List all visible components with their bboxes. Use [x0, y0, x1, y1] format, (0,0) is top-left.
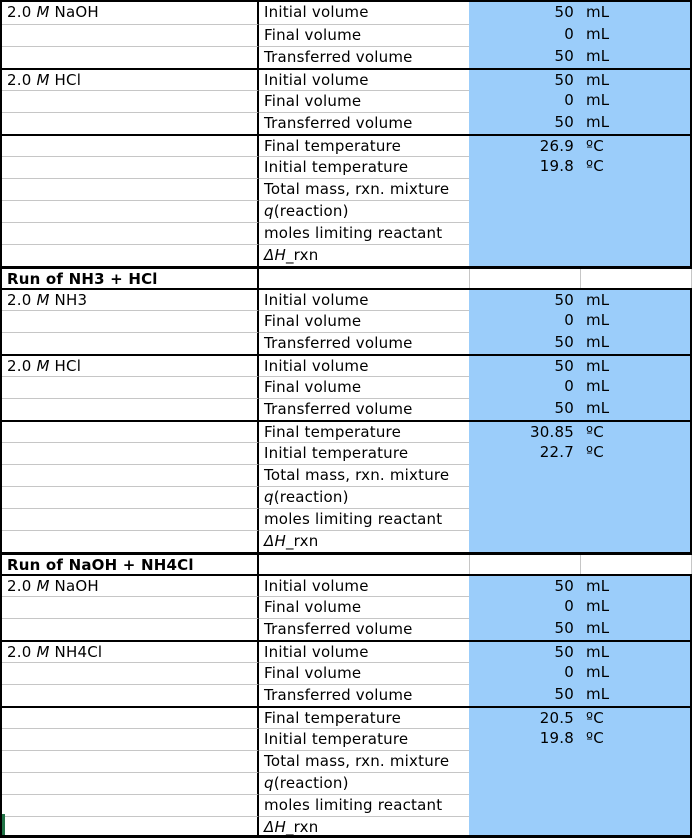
- unit-cell[interactable]: mL: [580, 662, 692, 684]
- value-cell[interactable]: [469, 178, 580, 200]
- unit-cell[interactable]: ºC: [580, 442, 692, 464]
- value-cell[interactable]: 50: [469, 332, 580, 354]
- value-cell[interactable]: [469, 750, 580, 772]
- table-row: [2, 354, 692, 376]
- property-label-italic: ΔH: [264, 532, 286, 550]
- reagent-cell[interactable]: [2, 662, 259, 684]
- property-label-cell[interactable]: [259, 24, 469, 46]
- value-cell[interactable]: [469, 269, 580, 288]
- property-label-cell[interactable]: [259, 178, 469, 200]
- property-label: Initial volume: [264, 71, 369, 89]
- reagent-cell[interactable]: [2, 576, 259, 596]
- table-row: [2, 244, 692, 266]
- property-label: Initial volume: [264, 3, 369, 21]
- property-label-cell[interactable]: [259, 530, 469, 552]
- table-row: [2, 772, 692, 794]
- reagent-cell[interactable]: [2, 794, 259, 816]
- unit-cell[interactable]: mL: [580, 376, 692, 398]
- unit-cell[interactable]: [580, 222, 692, 244]
- unit-cell[interactable]: mL: [580, 290, 692, 310]
- property-label-cell[interactable]: [259, 46, 469, 68]
- property-label-cell[interactable]: [259, 662, 469, 684]
- table-row: [2, 398, 692, 420]
- unit-cell[interactable]: mL: [580, 2, 692, 24]
- value-cell[interactable]: [469, 555, 580, 574]
- property-label-cell[interactable]: [259, 816, 469, 838]
- reagent-name-prefix: 2.0: [7, 643, 37, 661]
- table-row: [2, 706, 692, 728]
- property-label-cell[interactable]: [259, 486, 469, 508]
- value-cell[interactable]: 50: [469, 684, 580, 706]
- value-cell[interactable]: 50: [469, 290, 580, 310]
- table-row: [2, 2, 692, 24]
- unit-cell[interactable]: [580, 816, 692, 838]
- value-cell[interactable]: 0: [469, 24, 580, 46]
- value-cell[interactable]: 50: [469, 356, 580, 376]
- reagent-cell[interactable]: [2, 332, 259, 354]
- reagent-cell[interactable]: [2, 398, 259, 420]
- unit-cell[interactable]: mL: [580, 332, 692, 354]
- value-cell[interactable]: [469, 464, 580, 486]
- reagent-cell[interactable]: [2, 244, 259, 266]
- reagent-molarity-symbol: M: [36, 643, 50, 661]
- reagent-cell[interactable]: [2, 618, 259, 640]
- reagent-cell[interactable]: [2, 596, 259, 618]
- property-label: Final volume: [264, 664, 362, 682]
- value-cell[interactable]: [469, 530, 580, 552]
- reagent-cell[interactable]: [2, 464, 259, 486]
- property-label-cell[interactable]: [259, 2, 469, 24]
- property-label: Final temperature: [264, 709, 402, 727]
- property-label: Initial temperature: [264, 158, 409, 176]
- property-label: _rxn: [285, 246, 319, 264]
- table-row: [2, 46, 692, 68]
- value-cell[interactable]: [469, 508, 580, 530]
- section-header-row: [2, 552, 692, 574]
- table-row: [2, 332, 692, 354]
- unit-cell[interactable]: mL: [580, 46, 692, 68]
- value-cell[interactable]: [469, 772, 580, 794]
- property-label-cell[interactable]: [259, 376, 469, 398]
- table-row: [2, 68, 692, 90]
- reagent-cell[interactable]: [2, 486, 259, 508]
- unit-cell[interactable]: [580, 269, 692, 288]
- reagent-cell[interactable]: [2, 508, 259, 530]
- unit-cell[interactable]: mL: [580, 618, 692, 640]
- property-label-cell[interactable]: [259, 576, 469, 596]
- property-label: Total mass, rxn. mixture: [264, 752, 450, 770]
- property-label-cell[interactable]: [259, 508, 469, 530]
- reagent-name-suffix: HCl: [49, 357, 82, 375]
- property-label: Final temperature: [264, 423, 402, 441]
- reagent-name-suffix: HCl: [49, 71, 82, 89]
- value-cell[interactable]: 50: [469, 618, 580, 640]
- table-row: [2, 442, 692, 464]
- value-cell[interactable]: 50: [469, 46, 580, 68]
- value-cell[interactable]: 50: [469, 2, 580, 24]
- property-label-cell[interactable]: [259, 356, 469, 376]
- table-row: [2, 178, 692, 200]
- table-row: [2, 112, 692, 134]
- reagent-cell[interactable]: [2, 178, 259, 200]
- property-label-cell[interactable]: [259, 269, 469, 288]
- reagent-name-suffix: NaOH: [49, 577, 99, 595]
- reagent-name-prefix: 2.0: [7, 3, 37, 21]
- unit-cell[interactable]: [580, 486, 692, 508]
- value-cell[interactable]: 0: [469, 376, 580, 398]
- property-label-cell[interactable]: [259, 90, 469, 112]
- unit-cell[interactable]: mL: [580, 112, 692, 134]
- table-row: [2, 640, 692, 662]
- property-label: Initial volume: [264, 291, 369, 309]
- property-label-italic: ΔH: [264, 246, 286, 264]
- value-cell[interactable]: [469, 244, 580, 266]
- property-label: _rxn: [285, 818, 319, 836]
- property-label-cell[interactable]: [259, 728, 469, 750]
- reagent-name-suffix: NH3: [49, 291, 88, 309]
- unit-cell[interactable]: [580, 200, 692, 222]
- property-label-cell[interactable]: [259, 794, 469, 816]
- table-row: [2, 486, 692, 508]
- property-label: (reaction): [273, 774, 349, 792]
- unit-cell[interactable]: [580, 178, 692, 200]
- reagent-cell[interactable]: [2, 156, 259, 178]
- value-cell[interactable]: [469, 222, 580, 244]
- unit-cell[interactable]: mL: [580, 642, 692, 662]
- property-label-cell[interactable]: [259, 642, 469, 662]
- reagent-name-suffix: NaOH: [49, 3, 99, 21]
- table-row: [2, 618, 692, 640]
- reagent-molarity-symbol: M: [36, 3, 50, 21]
- reagent-cell[interactable]: [2, 290, 259, 310]
- property-label-cell[interactable]: [259, 596, 469, 618]
- property-label-cell[interactable]: [259, 772, 469, 794]
- property-label: _rxn: [285, 532, 319, 550]
- value-cell[interactable]: 30.85: [469, 422, 580, 442]
- reagent-cell[interactable]: [2, 684, 259, 706]
- property-label-cell[interactable]: [259, 618, 469, 640]
- reagent-cell[interactable]: [2, 2, 259, 24]
- reagent-cell[interactable]: [2, 376, 259, 398]
- property-label: (reaction): [273, 202, 349, 220]
- property-label: Final volume: [264, 92, 362, 110]
- unit-cell[interactable]: [580, 772, 692, 794]
- reagent-cell[interactable]: [2, 222, 259, 244]
- property-label-cell[interactable]: [259, 708, 469, 728]
- table-row: [2, 794, 692, 816]
- unit-cell[interactable]: mL: [580, 90, 692, 112]
- section-header-label: Run of NaOH + NH4Cl: [7, 556, 194, 574]
- property-label: Final volume: [264, 598, 362, 616]
- value-cell[interactable]: 0: [469, 310, 580, 332]
- reagent-cell[interactable]: [2, 816, 259, 838]
- property-label: Transferred volume: [264, 114, 413, 132]
- value-cell[interactable]: 50: [469, 70, 580, 90]
- unit-cell[interactable]: [580, 464, 692, 486]
- property-label-cell[interactable]: [259, 332, 469, 354]
- reagent-name-prefix: 2.0: [7, 357, 37, 375]
- reagent-cell[interactable]: [2, 728, 259, 750]
- property-label: moles limiting reactant: [264, 510, 443, 528]
- unit-cell[interactable]: [580, 750, 692, 772]
- property-label-cell[interactable]: [259, 290, 469, 310]
- property-label-cell[interactable]: [259, 750, 469, 772]
- property-label-cell[interactable]: [259, 112, 469, 134]
- section-header-cell[interactable]: [2, 269, 259, 288]
- selection-marker: [2, 814, 5, 835]
- reagent-name-prefix: 2.0: [7, 577, 37, 595]
- reagent-molarity-symbol: M: [36, 577, 50, 595]
- property-label-italic: ΔH: [264, 818, 286, 836]
- table-row: [2, 200, 692, 222]
- value-cell[interactable]: [469, 816, 580, 838]
- value-cell[interactable]: 50: [469, 642, 580, 662]
- reagent-molarity-symbol: M: [36, 291, 50, 309]
- table-row: [2, 596, 692, 618]
- property-label-cell[interactable]: [259, 244, 469, 266]
- table-row: [2, 156, 692, 178]
- unit-cell[interactable]: mL: [580, 684, 692, 706]
- value-cell[interactable]: 20.5: [469, 708, 580, 728]
- property-label-cell[interactable]: [259, 222, 469, 244]
- unit-cell[interactable]: [580, 555, 692, 574]
- property-label: Transferred volume: [264, 686, 413, 704]
- reagent-cell[interactable]: [2, 90, 259, 112]
- property-label: (reaction): [273, 488, 349, 506]
- property-label: moles limiting reactant: [264, 224, 443, 242]
- property-label-cell[interactable]: [259, 422, 469, 442]
- reagent-cell[interactable]: [2, 772, 259, 794]
- reagent-cell[interactable]: [2, 310, 259, 332]
- reagent-cell[interactable]: [2, 24, 259, 46]
- section-header-row: [2, 266, 692, 288]
- value-cell[interactable]: 50: [469, 398, 580, 420]
- reagent-cell[interactable]: [2, 422, 259, 442]
- reagent-cell[interactable]: [2, 136, 259, 156]
- table-row: [2, 420, 692, 442]
- property-label: Transferred volume: [264, 48, 413, 66]
- property-label: Transferred volume: [264, 620, 413, 638]
- reagent-name-prefix: 2.0: [7, 291, 37, 309]
- value-cell[interactable]: [469, 794, 580, 816]
- value-cell[interactable]: 50: [469, 112, 580, 134]
- table-row: [2, 684, 692, 706]
- reagent-name-prefix: 2.0: [7, 71, 37, 89]
- value-cell[interactable]: 0: [469, 90, 580, 112]
- property-label-italic: q: [264, 488, 274, 506]
- property-label-cell[interactable]: [259, 156, 469, 178]
- value-cell[interactable]: [469, 486, 580, 508]
- property-label-cell[interactable]: [259, 310, 469, 332]
- value-cell[interactable]: 0: [469, 596, 580, 618]
- property-label-cell[interactable]: [259, 136, 469, 156]
- value-cell[interactable]: 26.9: [469, 136, 580, 156]
- table-row: [2, 530, 692, 552]
- reagent-cell[interactable]: [2, 112, 259, 134]
- reagent-cell[interactable]: [2, 46, 259, 68]
- reagent-cell[interactable]: [2, 70, 259, 90]
- reagent-cell[interactable]: [2, 642, 259, 662]
- property-label-cell[interactable]: [259, 200, 469, 222]
- section-header-cell[interactable]: [2, 555, 259, 574]
- property-label-cell[interactable]: [259, 398, 469, 420]
- value-cell[interactable]: 50: [469, 576, 580, 596]
- property-label: Final temperature: [264, 137, 402, 155]
- value-cell[interactable]: 19.8: [469, 156, 580, 178]
- property-label: Final volume: [264, 312, 362, 330]
- property-label: Transferred volume: [264, 334, 413, 352]
- unit-cell[interactable]: mL: [580, 70, 692, 90]
- property-label-cell[interactable]: [259, 555, 469, 574]
- reagent-cell[interactable]: [2, 200, 259, 222]
- table-row: [2, 750, 692, 772]
- table-row: [2, 376, 692, 398]
- reagent-cell[interactable]: [2, 530, 259, 552]
- property-label-cell[interactable]: [259, 442, 469, 464]
- table-row: [2, 90, 692, 112]
- property-label-italic: q: [264, 202, 274, 220]
- reagent-name-suffix: NH4Cl: [49, 643, 103, 661]
- table-row: [2, 662, 692, 684]
- table-row: [2, 310, 692, 332]
- value-cell[interactable]: [469, 200, 580, 222]
- table-row: [2, 464, 692, 486]
- table-row: [2, 222, 692, 244]
- unit-cell[interactable]: mL: [580, 24, 692, 46]
- reagent-cell[interactable]: [2, 442, 259, 464]
- value-cell[interactable]: 22.7: [469, 442, 580, 464]
- unit-cell[interactable]: ºC: [580, 728, 692, 750]
- unit-cell[interactable]: mL: [580, 398, 692, 420]
- table-row: [2, 728, 692, 750]
- table-row: [2, 24, 692, 46]
- unit-cell[interactable]: ºC: [580, 422, 692, 442]
- property-label: Final volume: [264, 26, 362, 44]
- unit-cell[interactable]: mL: [580, 356, 692, 376]
- property-label-cell[interactable]: [259, 464, 469, 486]
- property-label: Initial volume: [264, 643, 369, 661]
- property-label-cell[interactable]: [259, 684, 469, 706]
- table-row: [2, 816, 692, 838]
- unit-cell[interactable]: mL: [580, 576, 692, 596]
- property-label: Initial temperature: [264, 730, 409, 748]
- property-label-italic: q: [264, 774, 274, 792]
- property-label: Final volume: [264, 378, 362, 396]
- unit-cell[interactable]: ºC: [580, 156, 692, 178]
- reagent-cell[interactable]: [2, 750, 259, 772]
- table-row: [2, 574, 692, 596]
- table-row: [2, 134, 692, 156]
- reagent-cell[interactable]: [2, 708, 259, 728]
- property-label: Total mass, rxn. mixture: [264, 180, 450, 198]
- section-header-label: Run of NH3 + HCl: [7, 270, 158, 288]
- unit-cell[interactable]: [580, 794, 692, 816]
- table-row: [2, 508, 692, 530]
- property-label: Transferred volume: [264, 400, 413, 418]
- property-label: Initial temperature: [264, 444, 409, 462]
- value-cell[interactable]: 19.8: [469, 728, 580, 750]
- property-label: Initial volume: [264, 357, 369, 375]
- reagent-molarity-symbol: M: [36, 357, 50, 375]
- unit-cell[interactable]: [580, 530, 692, 552]
- unit-cell[interactable]: mL: [580, 596, 692, 618]
- reagent-cell[interactable]: [2, 356, 259, 376]
- unit-cell[interactable]: [580, 244, 692, 266]
- unit-cell[interactable]: [580, 508, 692, 530]
- table-row: [2, 288, 692, 310]
- property-label-cell[interactable]: [259, 70, 469, 90]
- property-label: Total mass, rxn. mixture: [264, 466, 450, 484]
- unit-cell[interactable]: ºC: [580, 708, 692, 728]
- unit-cell[interactable]: ºC: [580, 136, 692, 156]
- unit-cell[interactable]: mL: [580, 310, 692, 332]
- value-cell[interactable]: 0: [469, 662, 580, 684]
- reagent-molarity-symbol: M: [36, 71, 50, 89]
- property-label: moles limiting reactant: [264, 796, 443, 814]
- property-label: Initial volume: [264, 577, 369, 595]
